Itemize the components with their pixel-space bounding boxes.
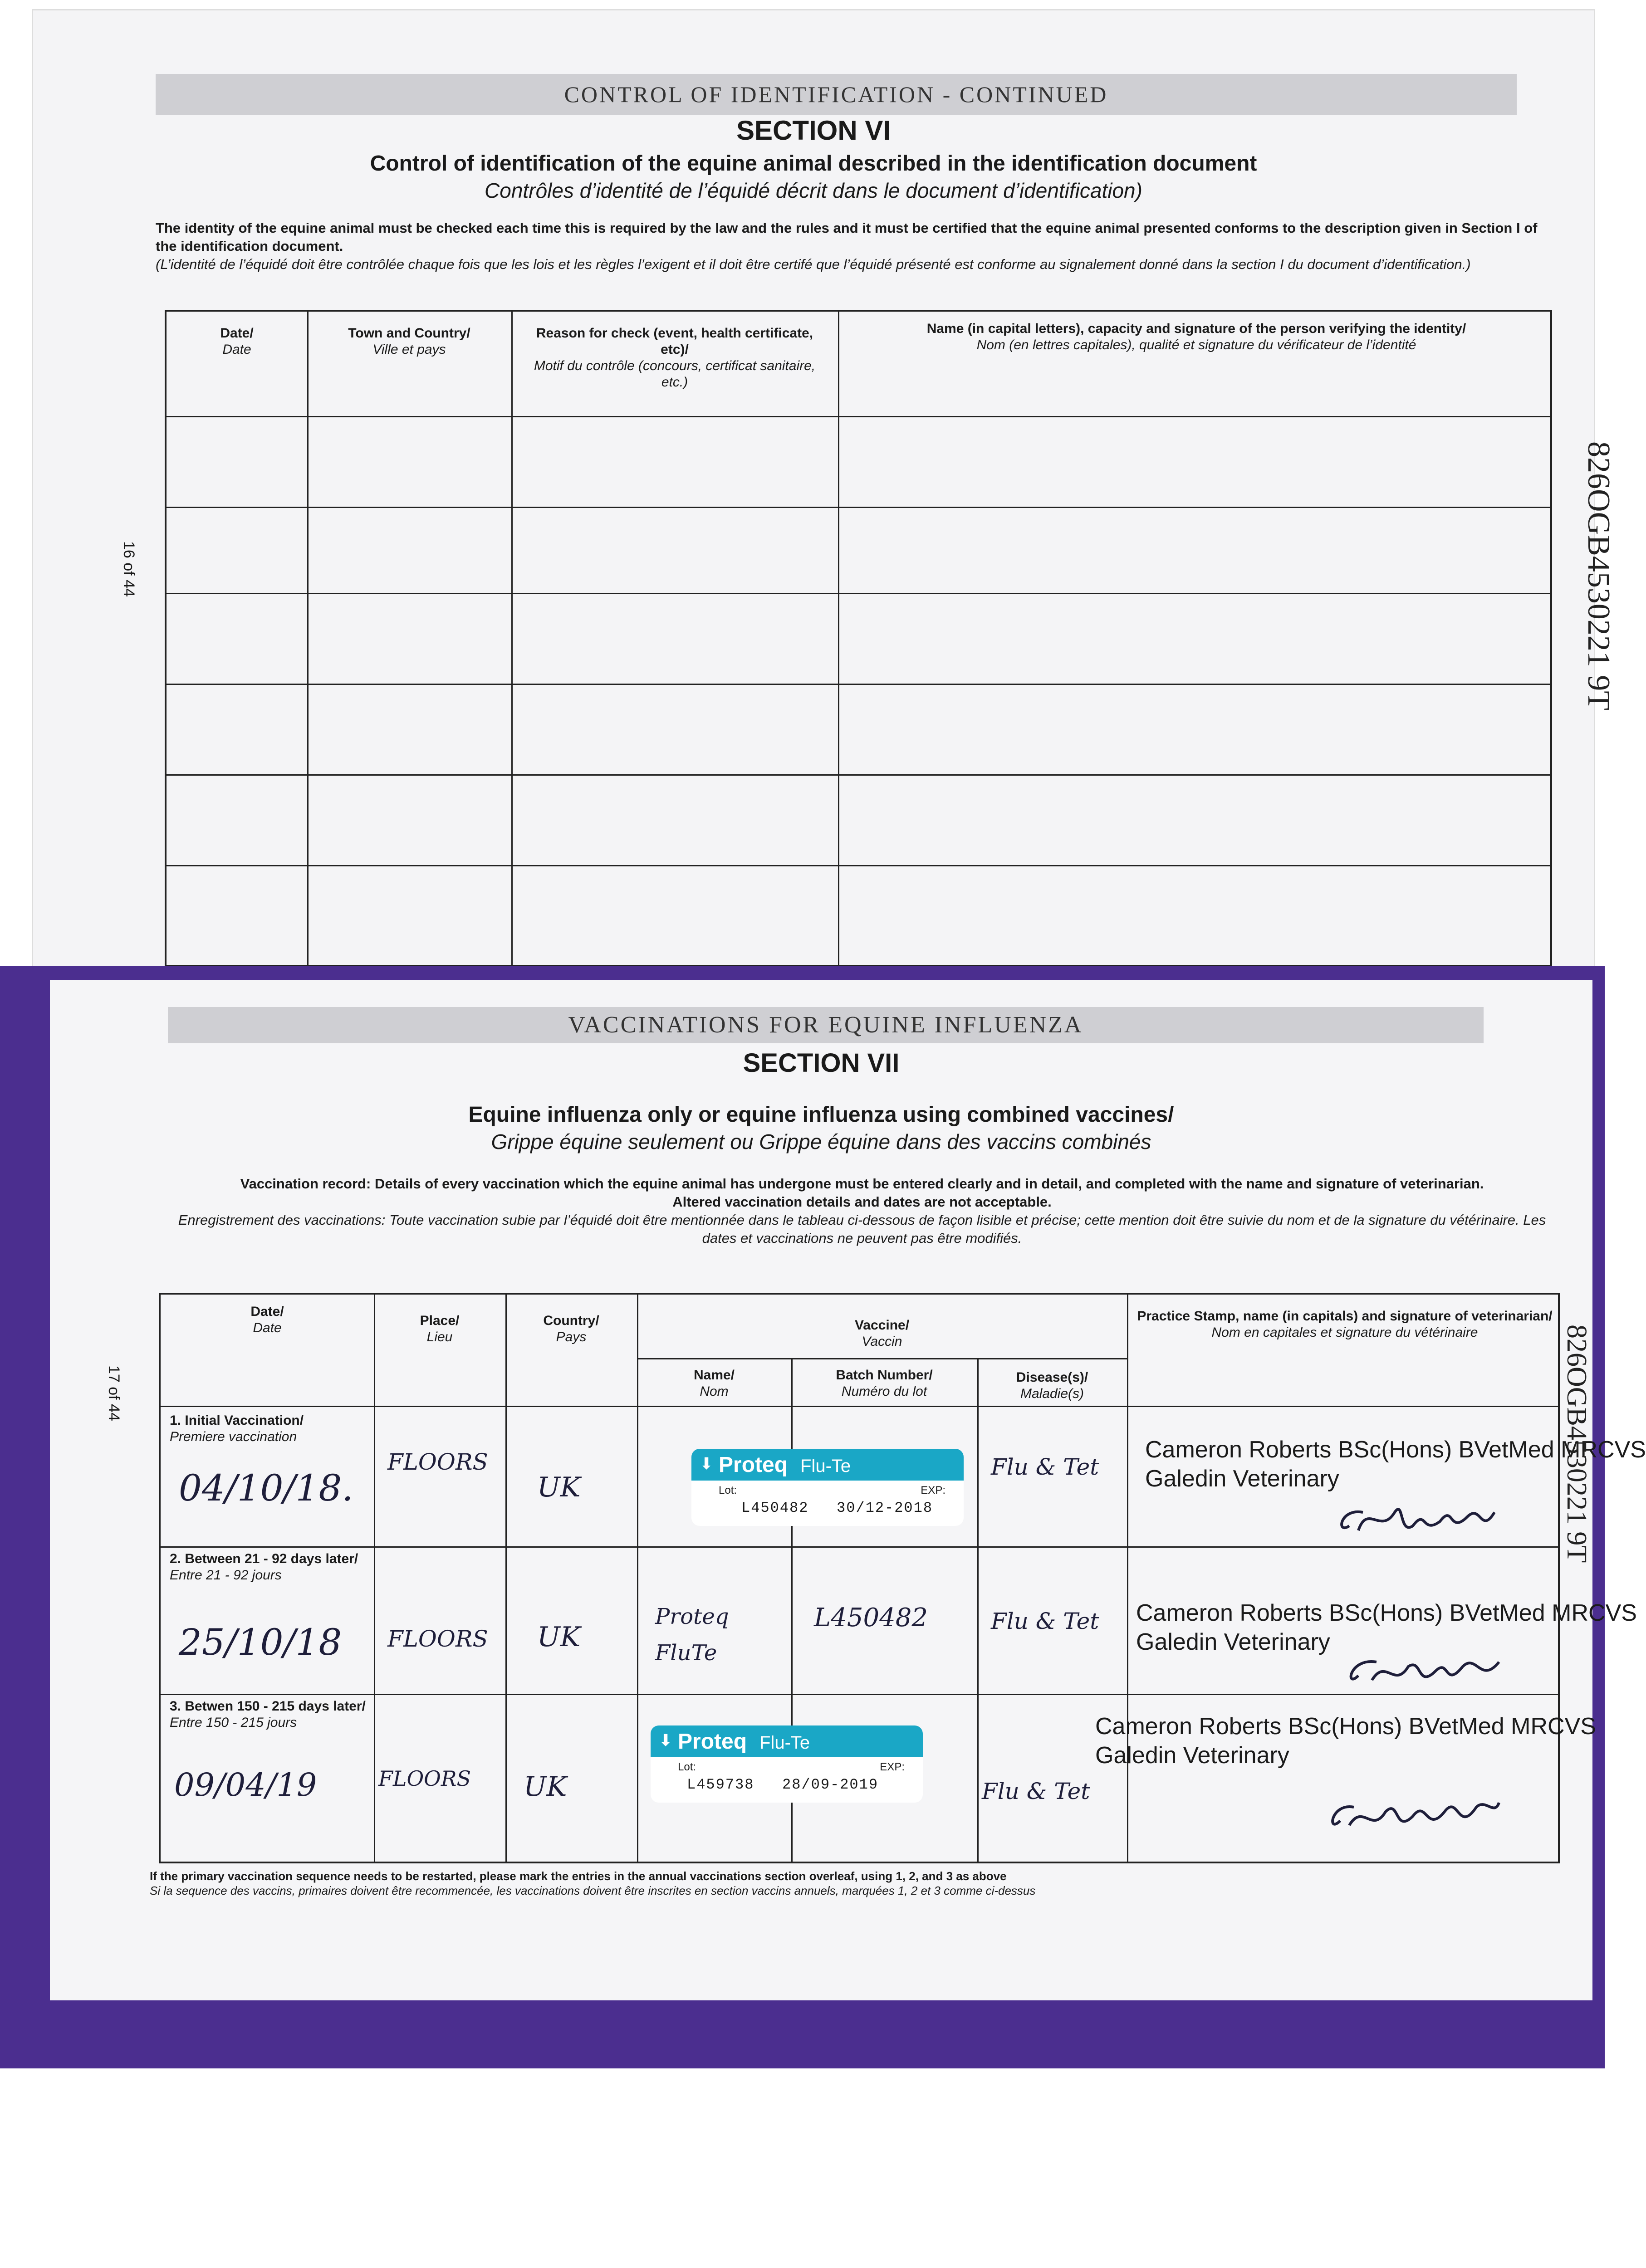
intro-text-fr: (L’identité de l’équidé doit être contrôlée chaque fois que les lois et les règles l’exigent et il doit être certifé que l’équidé présenté est conforme au signalement donné dans la section I du document d’identification.) bbox=[156, 256, 1471, 272]
vaccination-date: 04/10/18. bbox=[179, 1467, 353, 1509]
column-header-batch: Batch Number/ Numéro du lot bbox=[836, 1368, 933, 1399]
vaccine-batch-sticker: ⬇ Proteq Flu-Te Lot: EXP: L459738 28/09-2019 bbox=[651, 1725, 923, 1803]
column-header-reason: Reason for check (event, health certificate, etc)/ Motif du contrôle (concours, certificat sanitaire, etc.) bbox=[534, 326, 816, 390]
identification-table bbox=[165, 310, 1552, 967]
column-header-country: Country/ Pays bbox=[543, 1313, 599, 1344]
footnote-fr: Si la sequence des vaccins, primaires doivent être recommencée, les vaccinations doivent être inscrites en section vaccins annuels, marquées 1, 2 et 3 comme ci-dessus bbox=[150, 1884, 1036, 1897]
footnote-en: If the primary vaccination sequence needs to be restarted, please mark the entries in the annual vaccinations section overleaf, using 1, 2, and 3 as above bbox=[150, 1869, 1007, 1883]
arrow-down-icon: ⬇ bbox=[659, 1731, 673, 1750]
record-text-en-2: Altered vaccination details and dates are not acceptable. bbox=[672, 1194, 1052, 1210]
section-title: SECTION VII bbox=[743, 1048, 900, 1078]
section-title: SECTION VI bbox=[736, 115, 891, 146]
vaccination-country: UK bbox=[537, 1471, 581, 1503]
vet-stamp: Cameron Roberts BSc(Hons) BVetMed MRCVS Galedin Veterinary bbox=[1145, 1437, 1646, 1492]
vaccination-place: FLOORS bbox=[387, 1449, 488, 1475]
section-heading-en: Equine influenza only or equine influenza using combined vaccines/ bbox=[468, 1103, 1174, 1127]
column-header-vaccine-name: Name/ Nom bbox=[693, 1368, 735, 1399]
vet-stamp: Cameron Roberts BSc(Hons) BVetMed MRCVS Galedin Veterinary bbox=[1136, 1600, 1637, 1655]
passport-number: 826OGB4530221 9T bbox=[1581, 441, 1616, 711]
vaccine-batch-sticker: ⬇ Proteq Flu-Te Lot: EXP: L450482 30/12-2018 bbox=[691, 1449, 964, 1526]
section-banner: CONTROL OF IDENTIFICATION - CONTINUED bbox=[156, 74, 1517, 115]
vaccination-date: 09/04/19 bbox=[174, 1766, 317, 1804]
intro-text bbox=[156, 219, 1562, 274]
row-label-initial: 1. Initial Vaccination/ Premiere vaccination bbox=[170, 1413, 304, 1444]
column-header-place: Place/ Lieu bbox=[420, 1313, 460, 1344]
vaccination-page bbox=[50, 980, 1646, 2000]
vaccination-date: 25/10/18 bbox=[179, 1621, 342, 1663]
vaccination-disease: Flu & Tet bbox=[991, 1608, 1099, 1634]
column-header-date: Date/ Date bbox=[250, 1304, 284, 1335]
section-banner: VACCINATIONS FOR EQUINE INFLUENZA bbox=[168, 1007, 1484, 1043]
vaccination-place: FLOORS bbox=[387, 1626, 488, 1652]
vaccination-country: UK bbox=[537, 1621, 581, 1653]
vet-signature bbox=[1331, 1494, 1513, 1544]
column-header-date: Date/ Date bbox=[220, 326, 254, 357]
column-header-town: Town and Country/ Ville et pays bbox=[348, 326, 470, 357]
arrow-down-icon: ⬇ bbox=[700, 1454, 714, 1473]
vet-signature bbox=[1340, 1648, 1522, 1694]
row-label-second: 2. Between 21 - 92 days later/ Entre 21 - 92 jours bbox=[170, 1551, 358, 1583]
vaccination-record-text bbox=[172, 1175, 1552, 1247]
vaccine-batch-number: L450482 bbox=[814, 1603, 928, 1633]
vet-signature bbox=[1322, 1789, 1513, 1843]
column-header-stamp: Practice Stamp, name (in capitals) and signature of veterinarian/ Nom en capitales et signature du vétérinaire bbox=[1137, 1309, 1553, 1340]
section-heading-fr: Grippe équine seulement ou Grippe équine dans des vaccins combinés bbox=[491, 1130, 1151, 1154]
vaccination-country: UK bbox=[524, 1771, 567, 1803]
intro-text-en: The identity of the equine animal must be checked each time this is required by the law and the rules and it must be certified that the equine animal presented conforms to the description given in Section I of the identification document. bbox=[156, 220, 1538, 254]
passport-number: 826OGB4530221 9T bbox=[1561, 1325, 1592, 1563]
vaccination-disease: Flu & Tet bbox=[991, 1454, 1099, 1480]
vaccine-name: Proteq FluTe bbox=[655, 1604, 729, 1666]
record-text-fr: Enregistrement des vaccinations: Toute vaccination subie par l’équidé doit être mentionnée dans le tableau ci-dessous de façon lisible et précise; cette mention doit être suivie du nom et de la signature du vétérinaire. Les dates et vaccinations ne peuvent pas être modifiés. bbox=[178, 1212, 1546, 1246]
page-number: 17 of 44 bbox=[105, 1365, 122, 1421]
vaccination-place: FLOORS bbox=[378, 1766, 471, 1791]
section-heading-fr: Contrôles d’identité de l’équidé décrit dans le document d’identification) bbox=[485, 179, 1142, 202]
identification-page bbox=[32, 9, 1616, 982]
column-header-disease: Disease(s)/ Maladie(s) bbox=[1016, 1370, 1088, 1401]
column-header-name: Name (in capital letters), capacity and signature of the person verifying the identity/ Nom (en lettres capitales), qualité et signature du vérificateur de l’identité bbox=[926, 321, 1466, 352]
page-number: 16 of 44 bbox=[120, 541, 137, 597]
section-heading-en: Control of identification of the equine animal described in the identification document bbox=[370, 152, 1257, 176]
vaccination-disease: Flu & Tet bbox=[982, 1778, 1090, 1804]
record-text-en: Vaccination record: Details of every vaccination which the equine animal has undergone must be entered clearly and in detail, and completed with the name and signature of veterinarian. bbox=[240, 1176, 1484, 1192]
vet-stamp: Cameron Roberts BSc(Hons) BVetMed MRCVS Galedin Veterinary bbox=[1095, 1713, 1596, 1769]
column-header-vaccine: Vaccine/ Vaccin bbox=[854, 1318, 910, 1349]
row-label-third: 3. Betwen 150 - 215 days later/ Entre 150 - 215 jours bbox=[170, 1699, 366, 1730]
footnote bbox=[150, 1869, 1556, 1898]
